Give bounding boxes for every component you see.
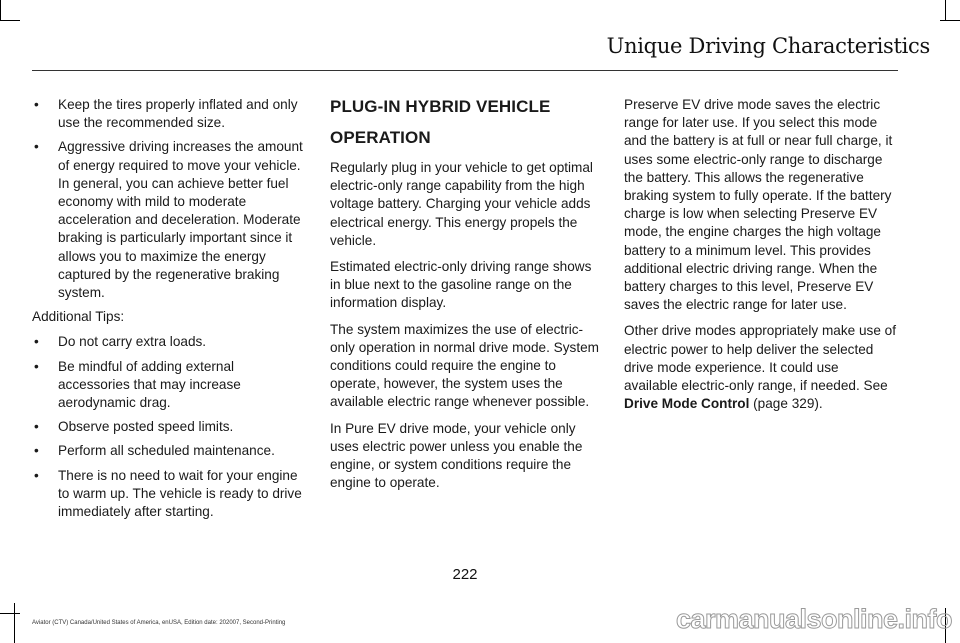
paragraph: In Pure EV drive mode, your vehicle only uses electric power unless you enable the engine, or system conditions require the engine to operate. xyxy=(330,420,583,491)
bullet-icon: • xyxy=(34,358,39,374)
edition-footer: Aviator (CTV) Canada/United States of America, enUSA, Edition date: 202007, Second-Printing xyxy=(32,620,286,626)
crop-mark xyxy=(940,20,960,21)
list-item: • Observe posted speed limits. xyxy=(32,418,308,436)
bullet-icon: • xyxy=(34,467,39,483)
page-number: 222 xyxy=(452,566,478,583)
paragraph: Other drive modes appropriately make use of electric power to help deliver the selected drive mode experience. It could use available electric-only range, if needed. See Drive Mode Control (page 329). xyxy=(624,323,897,412)
crop-mark xyxy=(14,603,15,643)
crop-mark xyxy=(0,20,20,21)
list-item: • Keep the tires properly inflated and only use the recommended size. xyxy=(34,97,298,131)
page-header-title: Unique Driving Characteristics xyxy=(606,34,930,58)
additional-tips-label: Additional Tips: xyxy=(32,309,125,325)
paragraph: Estimated electric-only driving range shows in blue next to the gasoline range on the information display. xyxy=(330,259,592,311)
section-heading: PLUG-IN HYBRID VEHICLE OPERATION xyxy=(330,97,551,147)
bullet-icon: • xyxy=(34,334,39,350)
paragraph: Regularly plug in your vehicle to get optimal electric-only range capability from the high voltage battery. Charging your vehicle adds electrical energy. This energy propels the vehicle. xyxy=(330,160,593,248)
list-item: • Perform all scheduled maintenance. xyxy=(32,442,308,460)
bullet-icon: • xyxy=(34,97,39,112)
list-item: • There is no need to wait for your engine to warm up. The vehicle is ready to drive immediately after starting. xyxy=(34,467,302,520)
bullet-icon: • xyxy=(34,139,39,155)
bullet-icon: • xyxy=(34,419,39,435)
paragraph: The system maximizes the use of electric-only operation in normal drive mode. System conditions could require the engine to operate, however, the system uses the available electric range whenever possible. xyxy=(330,321,599,410)
paragraph: Preserve EV drive mode saves the electric range for later use. If you select this mode and the battery is at full or near full charge, it uses some electric-only range to discharge the battery. This allows the regenerative braking system to fully operate. If the battery charge is low when selecting Preserve EV mode, the engine charges the high voltage battery to a minimum level. This provides additional electric driving range. When the battery charges to this level, Preserve EV saves the electric range for later use. xyxy=(624,97,893,313)
list-item: • Do not carry extra loads. xyxy=(32,333,308,351)
bullet-icon: • xyxy=(34,443,39,459)
drive-mode-control-link[interactable]: Drive Mode Control xyxy=(624,396,750,412)
crop-mark xyxy=(0,0,1,20)
crop-mark xyxy=(945,0,946,20)
crop-mark xyxy=(0,613,20,614)
additional-tips-list xyxy=(32,333,308,521)
column-left xyxy=(32,96,308,527)
column-middle xyxy=(330,96,602,500)
list-item: • Be mindful of adding external accessories that may increase aerodynamic drag. xyxy=(34,358,241,411)
watermark-logo: carmanualsonline.info xyxy=(675,604,952,634)
list-item: • Aggressive driving increases the amount of energy required to move your vehicle. In general, you can achieve better fuel economy with mild to moderate acceleration and deceleration. Moderate braking is particularly important since it allows you to maximize the energy captured by the regenerative braking system. xyxy=(34,139,303,301)
tips-list xyxy=(32,96,308,302)
header-divider xyxy=(32,70,898,71)
column-right xyxy=(624,96,896,421)
